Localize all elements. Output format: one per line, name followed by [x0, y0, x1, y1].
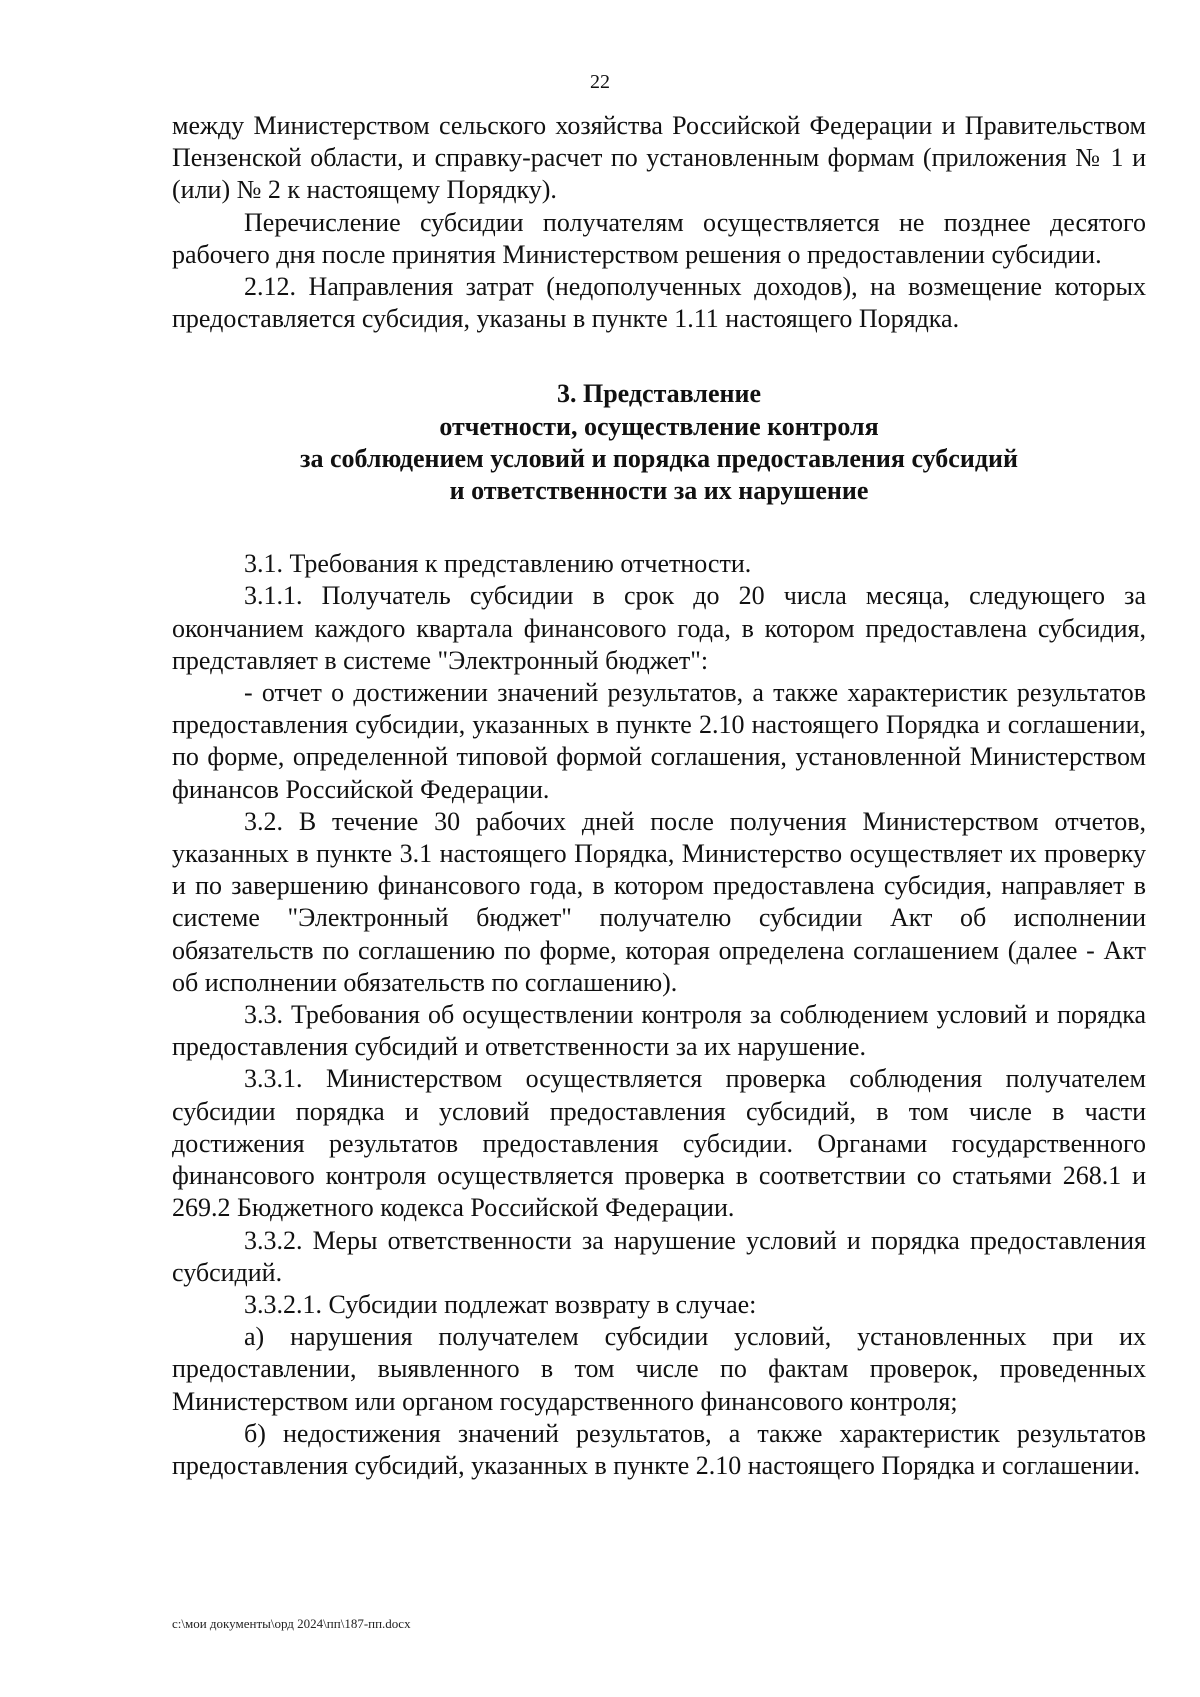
heading-line: и ответственности за их нарушение	[449, 476, 869, 506]
paragraph-3-3: 3.3. Требования об осуществлении контроля за соблюдением условий и порядка предоставления субсидий и ответственности за их нарушение.	[172, 1000, 1146, 1062]
footer-file-path: c:\мои документы\орд 2024\пп\187-пп.docx	[172, 1616, 411, 1631]
paragraph-item-b: б) недостижения значений результатов, а также характеристик результатов предоставления субсидий, указанных в пункте 2.10 настоящего Порядка и соглашении.	[172, 1418, 1146, 1480]
paragraph-3-3-2-1: 3.3.2.1. Субсидии подлежат возврату в случае:	[244, 1289, 757, 1319]
paragraph-report-item: - отчет о достижении значений результатов, а также характеристик результатов предоставления субсидии, указанных в пункте 2.10 настоящего Порядка и соглашении, по форме, определенной типовой формой соглашения, установленной Министерством финансов Российской Федерации.	[172, 678, 1146, 804]
paragraph-3-3-1: 3.3.1. Министерством осуществляется проверка соблюдения получателем субсидии порядка и условий предоставления субсидий, в том числе в части достижения результатов предоставления субсидии. Органами государственного финансового контроля осуществляется проверка в соответствии со статьями 268.1 и 269.2 Бюджетного кодекса Российской Федерации.	[172, 1064, 1146, 1223]
paragraph-item-a: а) нарушения получателем субсидии условий, установленных при их предоставлении, выявленного в том числе по фактам проверок, проведенных Министерством или органом государственного финансового контроля;	[172, 1322, 1146, 1416]
page-number: 22	[590, 71, 610, 93]
paragraph-continuation: между Министерством сельского хозяйства Российской Федерации и Правительством Пензенской области, и справку-расчет по установленным формам (приложения № 1 и (или) № 2 к настоящему Порядку).	[172, 111, 1146, 205]
section-3-heading	[172, 378, 1146, 507]
heading-line: 3. Представление	[557, 379, 761, 409]
paragraph-subsidy-transfer: Перечисление субсидии получателям осуществляется не позднее десятого рабочего дня после принятия Министерством решения о предоставлении субсидии.	[172, 207, 1146, 269]
paragraph-3-3-2: 3.3.2. Меры ответственности за нарушение условий и порядка предоставления субсидий.	[172, 1225, 1146, 1287]
paragraph-2-12: 2.12. Направления затрат (недополученных доходов), на возмещение которых предоставляется субсидия, указаны в пункте 1.11 настоящего Порядка.	[172, 272, 1146, 334]
document-body	[172, 110, 1146, 1482]
paragraph-3-1: 3.1. Требования к представлению отчетности.	[244, 549, 752, 579]
heading-line: за соблюдением условий и порядка предоставления субсидий	[300, 443, 1018, 473]
paragraph-3-2: 3.2. В течение 30 рабочих дней после получения Министерством отчетов, указанных в пункте 3.1 настоящего Порядка, Министерство осуществляет их проверку и по завершению финансового года, в котором предоставлена субсидия, направляет в системе "Электронный бюджет" получателю субсидии Акт об исполнении обязательств по соглашению по форме, которая определена соглашением (далее - Акт об исполнении обязательств по соглашению).	[172, 806, 1146, 997]
heading-line: отчетности, осуществление контроля	[439, 411, 879, 441]
paragraph-3-1-1: 3.1.1. Получатель субсидии в срок до 20 числа месяца, следующего за окончанием каждого квартала финансового года, в котором предоставлена субсидия, представляет в системе "Электронный бюджет":	[172, 581, 1146, 675]
